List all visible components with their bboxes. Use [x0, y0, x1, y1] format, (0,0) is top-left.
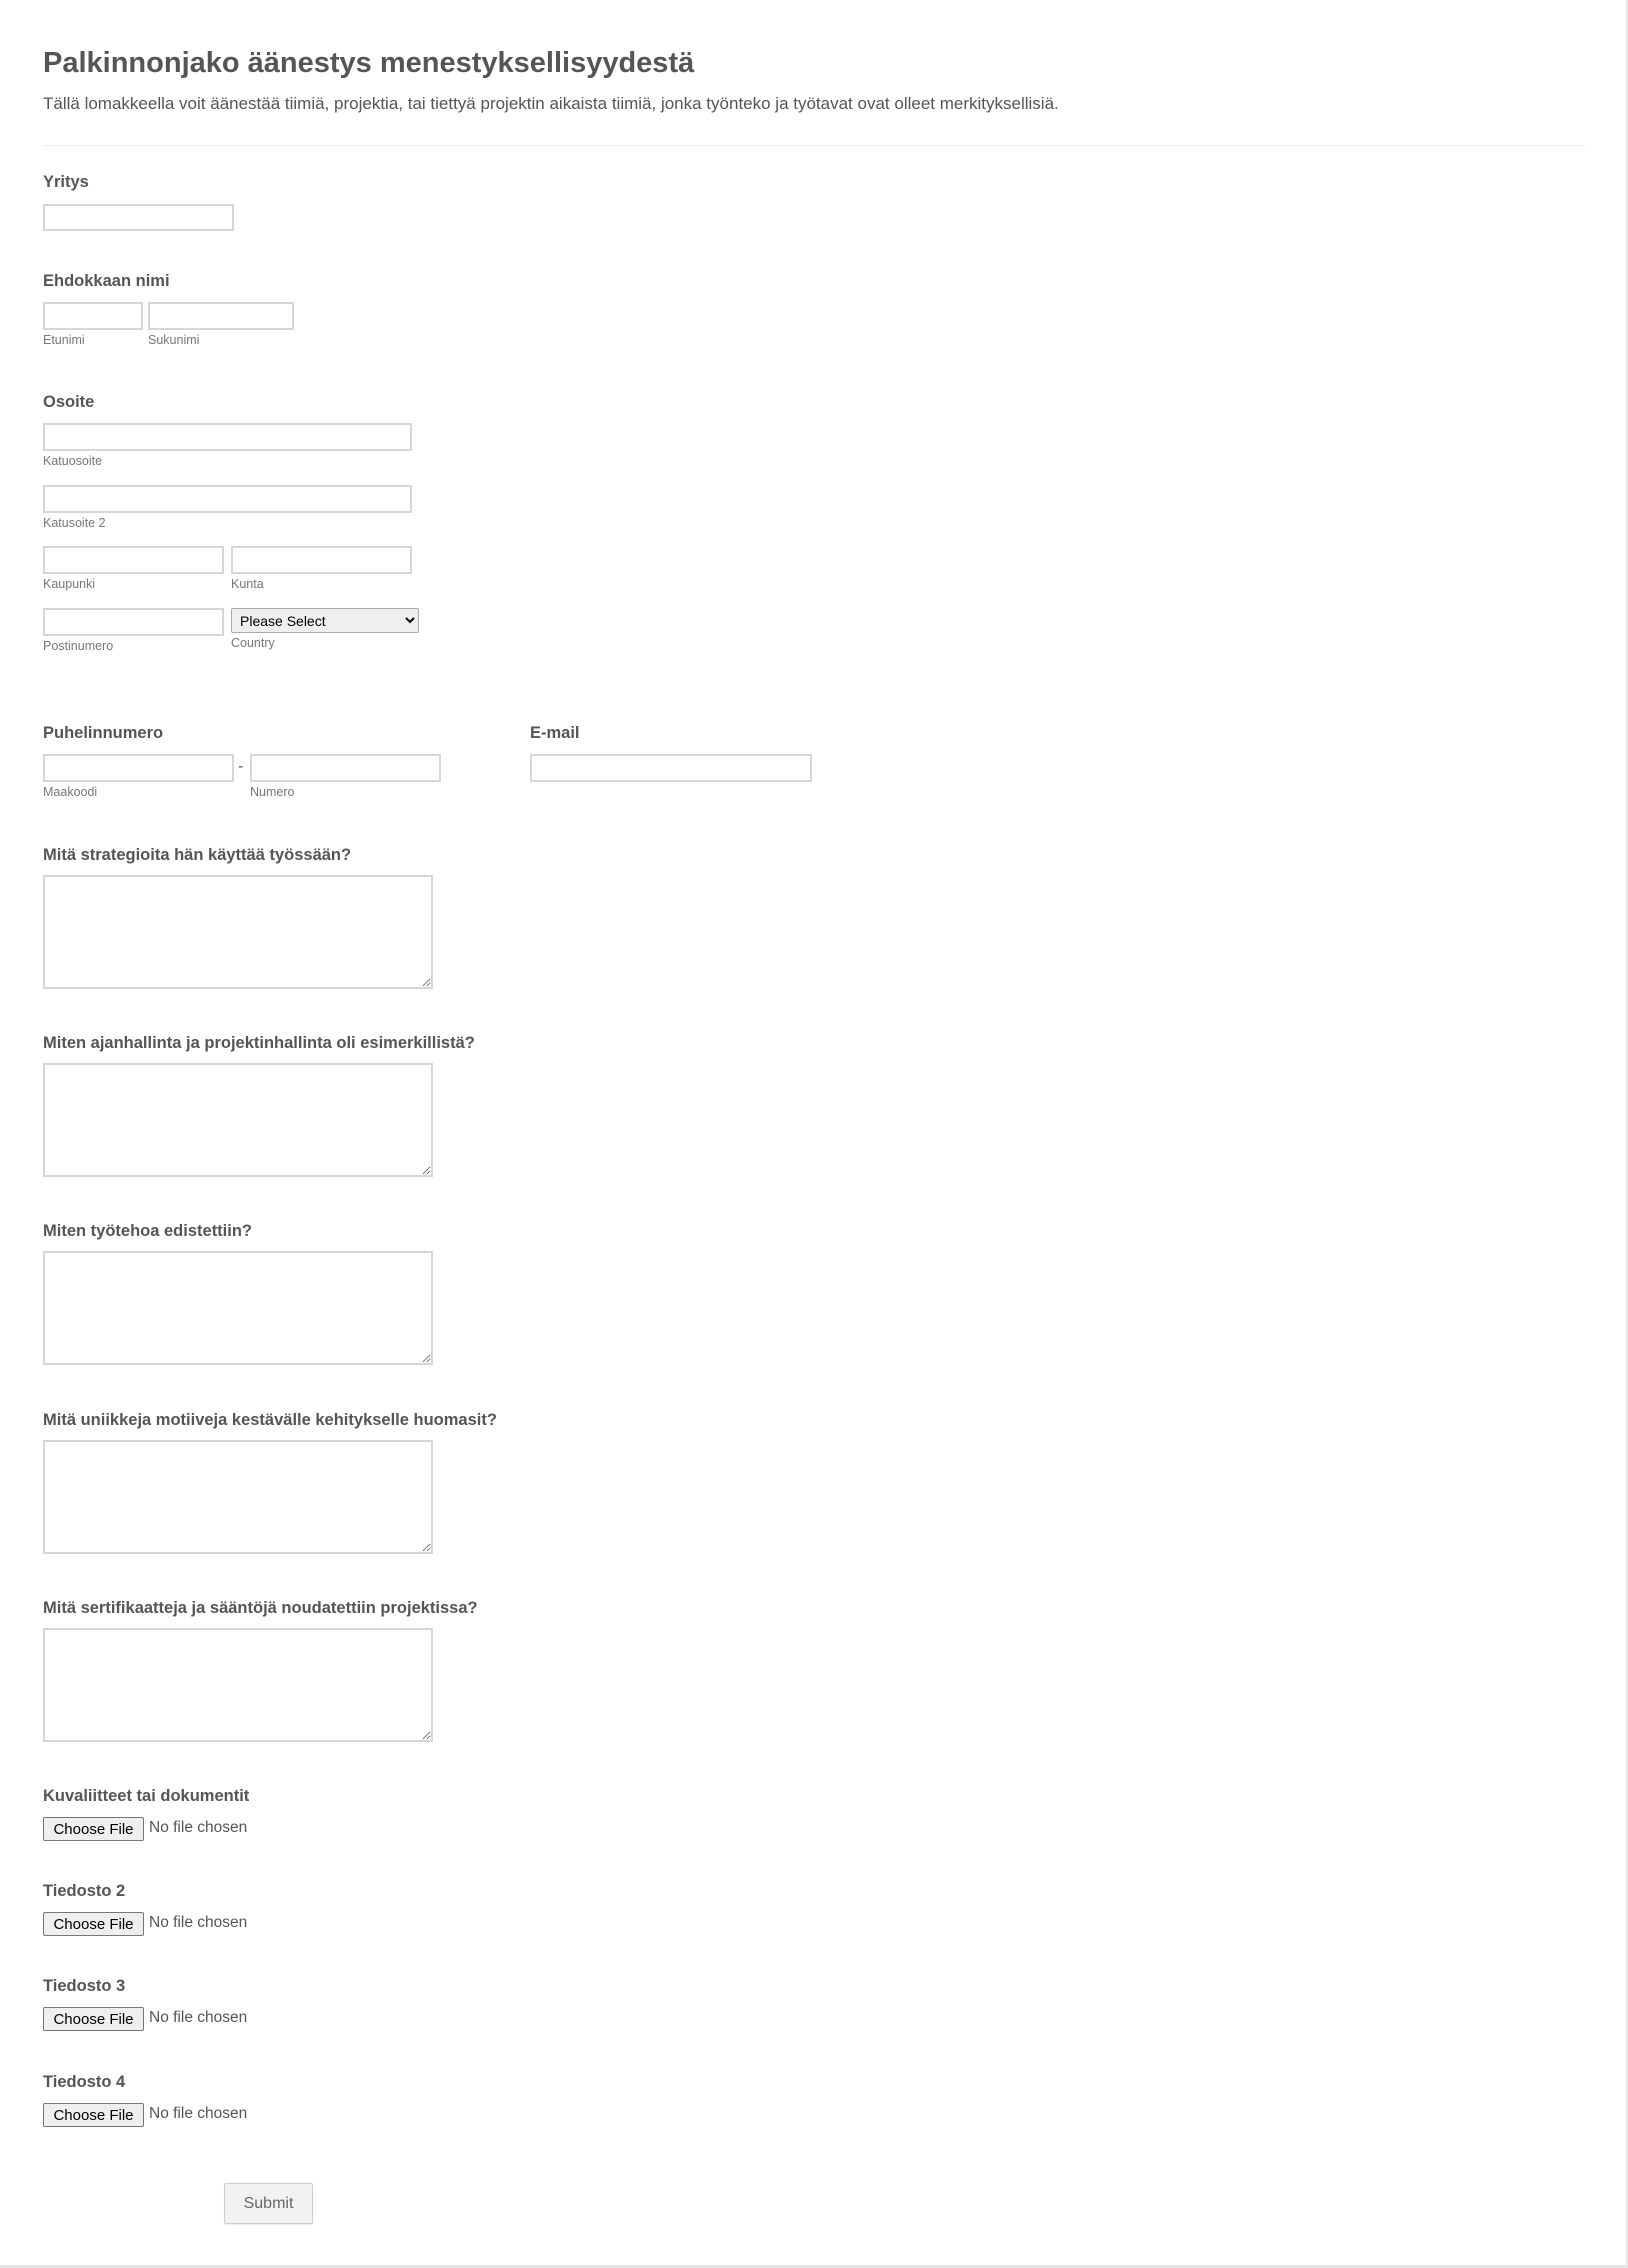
city-input[interactable] — [43, 546, 224, 574]
upload-label: Tiedosto 2 — [43, 1882, 126, 1900]
phone-separator: - — [238, 758, 244, 775]
time-management-textarea[interactable] — [43, 1063, 433, 1177]
submit-button[interactable]: Submit — [224, 2183, 313, 2224]
header-divider — [43, 145, 1585, 146]
state-input[interactable] — [231, 546, 412, 574]
last-name-input[interactable] — [148, 302, 294, 330]
upload-label: Tiedosto 4 — [43, 2073, 126, 2091]
choose-file-button[interactable]: Choose File — [43, 1912, 144, 1936]
question-label: Miten työtehoa edistettiin? — [43, 1222, 253, 1240]
motives-textarea[interactable] — [43, 1440, 433, 1554]
phone-area-code-input[interactable] — [43, 754, 234, 782]
street-address-2-input[interactable] — [43, 485, 412, 513]
question-label: Mitä uniikkeja motiiveja kestävälle kehitykselle huomasit? — [43, 1411, 497, 1429]
country-sublabel: Country — [231, 636, 275, 650]
email-input[interactable] — [530, 754, 812, 782]
first-name-input[interactable] — [43, 302, 143, 330]
question-label: Miten ajanhallinta ja projektinhallinta oli esimerkillistä? — [43, 1034, 475, 1052]
company-input[interactable] — [43, 204, 234, 231]
file-status-text: No file chosen — [149, 2009, 248, 2026]
form-description: Tällä lomakkeella voit äänestää tiimiä, projektia, tai tiettyä projektin aikaista tiimiä, jonka työnteko ja työtavat ovat olleet merkityksellisiä. — [43, 94, 1059, 113]
upload-label: Tiedosto 3 — [43, 1977, 126, 1995]
certificates-textarea[interactable] — [43, 1628, 433, 1742]
city-sublabel: Kaupunki — [43, 577, 96, 591]
file-status-text: No file chosen — [149, 2105, 248, 2122]
form-title: Palkinnonjako äänestys menestyksellisyydestä — [43, 47, 695, 79]
phone-number-sublabel: Numero — [250, 785, 295, 799]
street-address-sublabel: Katuosoite — [43, 454, 103, 468]
phone-area-code-sublabel: Maakoodi — [43, 785, 98, 799]
question-label: Mitä sertifikaatteja ja sääntöjä noudatettiin projektissa? — [43, 1599, 478, 1617]
address-label: Osoite — [43, 393, 95, 411]
choose-file-button[interactable]: Choose File — [43, 1817, 144, 1841]
file-status-text: No file chosen — [149, 1819, 248, 1836]
first-name-sublabel: Etunimi — [43, 333, 85, 347]
question-label: Mitä strategioita hän käyttää työssään? — [43, 846, 352, 864]
last-name-sublabel: Sukunimi — [148, 333, 200, 347]
postal-code-input[interactable] — [43, 608, 224, 636]
street-address-2-sublabel: Katusoite 2 — [43, 516, 106, 530]
country-select[interactable] — [231, 608, 419, 633]
candidate-name-label: Ehdokkaan nimi — [43, 272, 170, 290]
street-address-input[interactable] — [43, 423, 412, 451]
postal-code-sublabel: Postinumero — [43, 639, 114, 653]
email-label: E-mail — [530, 724, 580, 742]
company-label: Yritys — [43, 173, 89, 191]
phone-number-input[interactable] — [250, 754, 441, 782]
phone-label: Puhelinnumero — [43, 724, 164, 742]
state-sublabel: Kunta — [231, 577, 264, 591]
file-status-text: No file chosen — [149, 1914, 248, 1931]
choose-file-button[interactable]: Choose File — [43, 2007, 144, 2031]
choose-file-button[interactable]: Choose File — [43, 2103, 144, 2127]
strategies-textarea[interactable] — [43, 875, 433, 989]
efficiency-textarea[interactable] — [43, 1251, 433, 1365]
upload-label: Kuvaliitteet tai dokumentit — [43, 1787, 250, 1805]
